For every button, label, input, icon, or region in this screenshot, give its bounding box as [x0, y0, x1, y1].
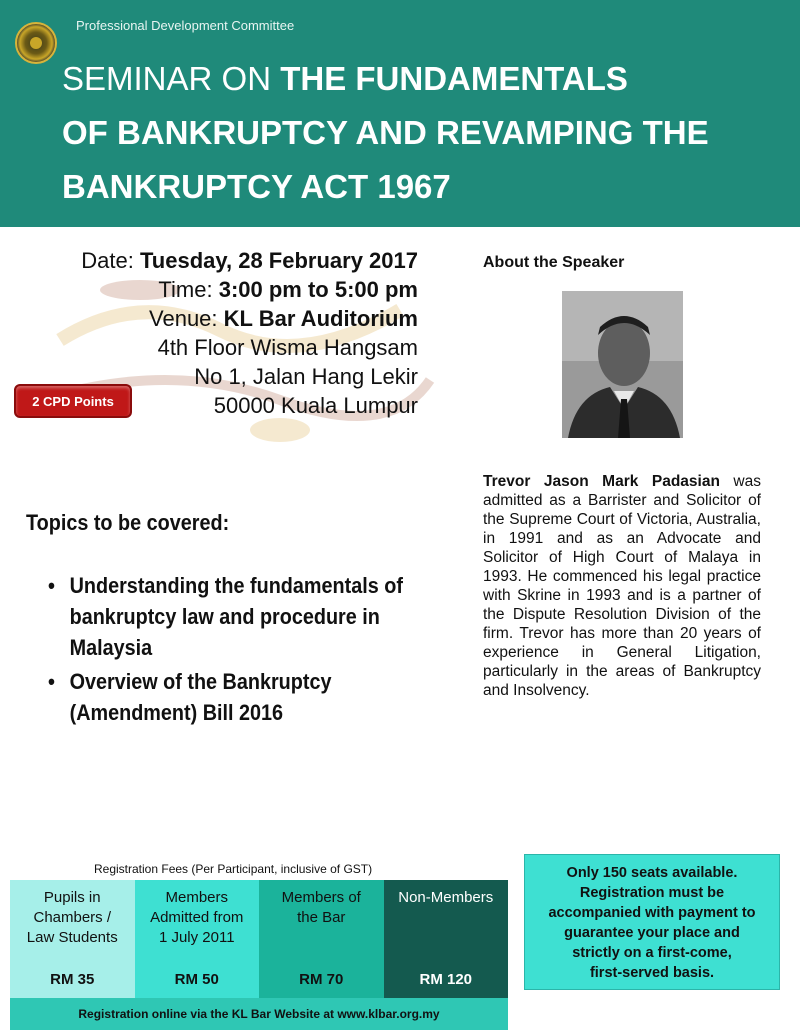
date-row: [0, 246, 418, 275]
fee-label: [135, 888, 260, 948]
address-line-3: 50000 Kuala Lumpur: [213, 393, 418, 418]
title-line-1: THE FUNDAMENTALS: [280, 60, 628, 97]
venue-row: [0, 304, 418, 333]
fee-label-line: 1 July 2011: [158, 929, 235, 946]
fees-table: [10, 880, 508, 998]
address-line-2: No 1, Jalan Hang Lekir: [194, 364, 418, 389]
fee-label-line: Law Students: [26, 929, 118, 946]
fee-amount: RM 70: [299, 971, 344, 988]
fee-label-line: Members of: [281, 889, 361, 906]
seats-notice: [524, 854, 780, 990]
title-prefix: SEMINAR ON: [62, 60, 281, 97]
notice-line: strictly on a first-come,: [572, 945, 732, 961]
speaker-bio: [483, 472, 761, 700]
topic-item: • Understanding the fundamentals of bankruptcy law and procedure in Malaysia: [48, 570, 444, 663]
topics-heading: Topics to be covered:: [26, 510, 230, 535]
notice-line: accompanied with payment to: [548, 905, 756, 921]
fee-label: [10, 888, 135, 948]
notice-line: Only 150 seats available.: [566, 865, 738, 881]
speaker-portrait-icon: [562, 291, 683, 438]
date-value: Tuesday, 28 February 2017: [140, 248, 418, 273]
notice-line: first-served basis.: [589, 965, 715, 981]
notice-line: Registration must be: [579, 885, 725, 901]
fee-column-non-members: [384, 880, 509, 998]
venue-label: Venue:: [149, 306, 224, 331]
fee-label-line: the Bar: [297, 909, 346, 926]
time-value: 3:00 pm to 5:00 pm: [218, 277, 418, 302]
fee-label: [259, 888, 384, 928]
topics-list: [48, 570, 458, 731]
registration-footer: Registration online via the KL Bar Website at www.klbar.org.my: [10, 998, 508, 1030]
time-row: [0, 275, 418, 304]
time-label: Time:: [158, 277, 219, 302]
address-line-1: 4th Floor Wisma Hangsam: [157, 335, 418, 360]
cpd-points-badge: 2 CPD Points: [14, 384, 132, 418]
about-speaker-heading: About the Speaker: [483, 254, 625, 271]
fee-amount: RM 120: [419, 971, 473, 988]
speaker-photo: [562, 291, 683, 438]
fee-column-new-members: [135, 880, 260, 998]
fee-column-pupils: [10, 880, 135, 998]
header-band: [0, 0, 800, 227]
fee-amount: RM 50: [174, 971, 219, 988]
fee-label-line: Non-Members: [398, 889, 494, 906]
fee-label-line: Pupils in: [43, 889, 101, 906]
committee-name: Professional Development Committee: [76, 18, 295, 33]
seminar-title: [62, 52, 782, 214]
fee-label-line: Members: [165, 889, 228, 906]
fee-label-line: Chambers /: [33, 909, 112, 926]
fee-label: [384, 888, 509, 908]
speaker-bio-text: was admitted as a Barrister and Solicitor of the Supreme Court of Victoria, Australia, in 1991 and as an Advocate and Solicitor of High Court of Malaya in 1993. He commenced his legal practice with Skrine in 1993 and is a partner of the Dispute Resolution Division of the firm. Trevor has more than 20 years of experience in General Litigation, particularly in the areas of Bankruptcy and Insolvency.: [483, 473, 761, 699]
date-label: Date:: [81, 248, 140, 273]
speaker-name: Trevor Jason Mark Padasian: [483, 473, 720, 490]
bar-council-crest-icon: [15, 22, 57, 64]
fees-caption: Registration Fees (Per Participant, inclusive of GST): [94, 862, 373, 876]
title-line-3: BANKRUPTCY ACT 1967: [62, 168, 451, 205]
topic-item: • Overview of the Bankruptcy (Amendment) Bill 2016: [48, 666, 444, 728]
notice-line: guarantee your place and: [564, 925, 740, 941]
fee-amount: RM 35: [50, 971, 95, 988]
fee-column-members: [259, 880, 384, 998]
title-line-2: OF BANKRUPTCY AND REVAMPING THE: [62, 114, 709, 151]
fee-label-line: Admitted from: [150, 909, 244, 926]
venue-value: KL Bar Auditorium: [223, 306, 418, 331]
